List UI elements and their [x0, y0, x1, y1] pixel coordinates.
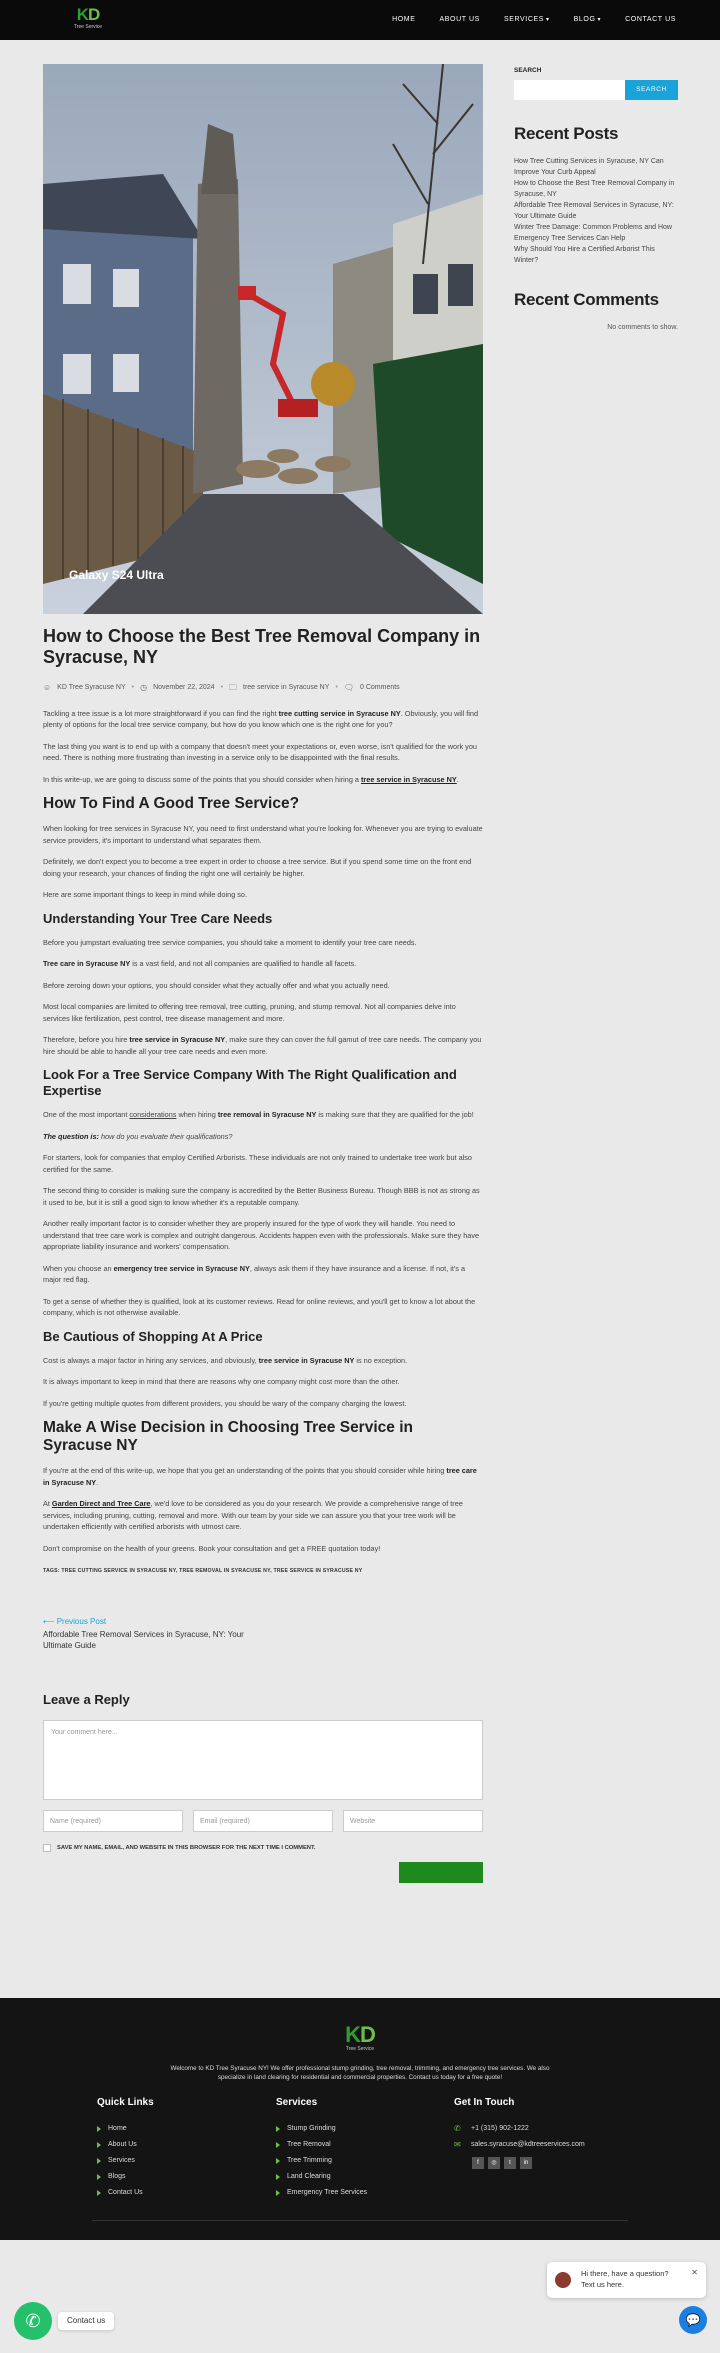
paragraph: One of the most important considerations when hiring tree removal in Syracuse NY is making sure that they are qualified for the job!	[43, 1110, 474, 1120]
get-in-touch-heading: Get In Touch	[454, 2097, 515, 2108]
nav-blog[interactable]: BLOG ▾	[573, 16, 602, 23]
search-button[interactable]: SEARCH	[625, 80, 678, 100]
save-info-label: SAVE MY NAME, EMAIL, AND WEBSITE IN THIS BROWSER FOR THE NEXT TIME I COMMENT.	[57, 1845, 316, 1852]
recent-post-link[interactable]: Affordable Tree Removal Services in Syracuse, NY: Your Ultimate Guide	[514, 202, 674, 220]
no-comments-text: No comments to show.	[607, 323, 678, 331]
comment-form	[43, 1691, 483, 1883]
phone-icon: ✆	[25, 2311, 41, 2331]
recent-posts-list	[514, 157, 678, 266]
footer-service-tree-removal[interactable]: Tree Removal	[276, 2137, 367, 2153]
paragraph: It is always important to keep in mind that there are reasons why one company might cost more than the other.	[43, 1377, 400, 1387]
services-column	[276, 2096, 367, 2201]
paragraph: The last thing you want is to end up with a company that doesn't meet your expectations or, even worse, isn't qualified for the work you need. There is nothing more frustrating than investing in a service only to be disappointed with the final results.	[43, 741, 477, 763]
arrow-icon	[276, 2190, 280, 2196]
paragraph: If you're at the end of this write-up, we hope that you get an understanding of the points that you should consider while hiring tree care in Syracuse NY.	[43, 1466, 477, 1487]
social-links	[472, 2157, 585, 2169]
heading-find-good-service: How To Find A Good Tree Service?	[43, 795, 300, 813]
get-in-touch-column	[454, 2096, 585, 2169]
garden-direct-link[interactable]: Garden Direct and Tree Care	[51, 1499, 151, 1509]
search-form	[514, 80, 678, 100]
paragraph: Before zeroing down your options, you should consider what they actually offer and what you actually need.	[43, 980, 390, 990]
recent-post-link[interactable]: How to Choose the Best Tree Removal Company in Syracuse, NY	[514, 180, 675, 198]
post-title: How to Choose the Best Tree Removal Company in Syracuse, NY	[43, 626, 481, 667]
recent-comments-heading: Recent Comments	[514, 290, 659, 310]
folder-icon: 🗀	[229, 683, 238, 692]
paragraph: Don't compromise on the health of your greens. Book your consultation and get a FREE quotation today!	[43, 1543, 381, 1553]
paragraph: For starters, look for companies that employ Certified Arborists. These individuals are not only trained to undertake tree work but also certified for the same.	[43, 1153, 472, 1174]
photo-caption: Galaxy S24 Ultra	[69, 567, 164, 582]
arrow-icon	[276, 2158, 280, 2164]
footer-link-contact[interactable]: Contact Us	[97, 2185, 154, 2201]
paragraph: To get a sense of whether they is qualified, look at its customer reviews. Read for online reviews, and you'll get to know a lot about the company, which is not otherwise available.	[43, 1296, 476, 1318]
arrow-icon	[276, 2126, 280, 2132]
name-field[interactable]: Name (required)	[43, 1810, 183, 1832]
tree-removal-photo	[43, 64, 483, 614]
footer-logo[interactable]: KD Tree Service	[345, 2022, 375, 2052]
paragraph: Tree care in Syracuse NY is a vast field, and not all companies are qualified to handle all facets.	[43, 959, 357, 969]
post-comment-button[interactable]: Post Comment	[399, 1862, 483, 1883]
nav-about-us[interactable]: ABOUT US	[439, 16, 480, 23]
featured-image	[43, 64, 483, 614]
site-header	[0, 0, 720, 40]
chat-bubble-button[interactable]	[679, 2306, 707, 2334]
site-footer	[0, 1998, 720, 2240]
heading-tree-care-needs: Understanding Your Tree Care Needs	[43, 910, 273, 926]
call-button[interactable]	[14, 2302, 52, 2340]
footer-description: Welcome to KD Tree Syracuse NY! We offer professional stump grinding, tree removal, trimming, and emergency tree services. We also specialize in land clearing for residential and commercial properties. Contact us today for a free quote!	[170, 2065, 550, 2081]
heading-cautious: Be Cautious of Shopping At A Price	[43, 1328, 263, 1344]
paragraph: The question is: how do you evaluate their qualifications?	[43, 1131, 233, 1141]
recent-post-link[interactable]: Winter Tree Damage: Common Problems and How Emergency Tree Services Can Help	[514, 224, 672, 242]
chevron-down-icon: ▾	[597, 17, 602, 23]
website-field[interactable]: Website	[343, 1810, 483, 1832]
post-date: November 22, 2024	[153, 683, 215, 691]
services-heading: Services	[276, 2097, 318, 2108]
paragraph: If you're getting multiple quotes from different providers, you should be wary of the company charging the lowest.	[43, 1398, 407, 1408]
separator: •	[335, 683, 338, 691]
logo-k: K	[76, 5, 88, 24]
arrow-icon	[276, 2142, 280, 2148]
footer-link-home[interactable]: Home	[97, 2121, 154, 2137]
arrow-icon	[97, 2126, 101, 2132]
arrow-icon	[276, 2174, 280, 2180]
paragraph: Definitely, we don't expect you to become a tree expert in order to choose a tree service. But if you spend some time on the front end doing your research, your chances of finding the right one will certainly be higher.	[43, 857, 472, 878]
arrow-icon	[97, 2190, 101, 2196]
site-logo[interactable]	[68, 6, 108, 32]
search-input[interactable]	[514, 80, 625, 100]
paragraph: Before you jumpstart evaluating tree service companies, you should take a moment to identify your tree care needs.	[43, 937, 417, 947]
arrow-icon	[97, 2174, 101, 2180]
twitter-icon[interactable]: t	[504, 2157, 516, 2169]
post-category[interactable]: tree service in Syracuse NY	[243, 683, 330, 691]
recent-posts-heading: Recent Posts	[514, 124, 619, 144]
article	[43, 64, 483, 1883]
nav-contact-us[interactable]: CONTACT US	[625, 16, 676, 23]
post-meta	[43, 682, 483, 694]
footer-divider	[92, 2220, 628, 2221]
leave-reply-heading: Leave a Reply	[43, 1692, 130, 1708]
search-label: SEARCH	[514, 67, 542, 74]
save-info-row	[43, 1844, 483, 1852]
footer-phone[interactable]: ✆ +1 (315) 902-1222	[454, 2121, 585, 2137]
nav-home[interactable]: HOME	[392, 16, 416, 23]
paragraph: In this write-up, we are going to discuss some of the points that you should consider when hiring a tree service in Syracuse NY.	[43, 774, 459, 784]
paragraph: Tackling a tree issue is a lot more straightforward if you can find the right tree cutting service in Syracuse NY. Obviously, you will find plenty of options for the local tree service company, but how do you know which one is the right one for you?	[43, 708, 479, 730]
close-icon[interactable]: ✕	[691, 2268, 698, 2277]
footer-service-emergency[interactable]: Emergency Tree Services	[276, 2185, 367, 2201]
recent-post-link[interactable]: Why Should You Hire a Certified Arborist This Winter?	[514, 246, 655, 264]
paragraph: Another really important factor is to consider whether they are properly insured for the type of work they will handle. You need to understand that tree care work is complex and outright dangerous. Accidents happen even with the professionals. Make sure they have appropriate liability insurance and workers' compensation.	[43, 1219, 480, 1252]
previous-post-title[interactable]: Affordable Tree Removal Services in Syracuse, NY: Your Ultimate Guide	[43, 1630, 244, 1651]
paragraph: Cost is always a major factor in hiring any services, and obviously, tree service in Syracuse NY is no exception.	[43, 1355, 408, 1365]
post-author[interactable]: KD Tree Syracuse NY	[57, 683, 126, 691]
paragraph: Therefore, before you hire tree service in Syracuse NY, make sure they can cover the full gamut of tree care needs. The company you hire should be able to handle all your tree care needs and even more.	[43, 1035, 482, 1056]
previous-post-label[interactable]: ⟵ Previous Post	[43, 1616, 107, 1626]
paragraph: When looking for tree services in Syracuse NY, you need to first understand what you're looking for. Whenever you are trying to evaluate service providers, it's important to understand what separates them.	[43, 824, 483, 845]
separator: •	[220, 683, 224, 691]
arrow-icon	[97, 2142, 101, 2148]
avatar	[555, 2272, 571, 2288]
comment-textarea[interactable]: Your comment here...	[43, 1720, 483, 1800]
post-content	[43, 708, 483, 1576]
paragraph: At Garden Direct and Tree Care, we'd love to be considered as you do your research. We provide a comprehensive range of tree services, including pruning, cutting, removal and more. With our team by your side we can assure you that your tree work will be undertaken efficiently with certified arborists with utmost care.	[43, 1499, 463, 1532]
paragraph: The second thing to consider is making sure the company is accredited by the Better Business Bureau. Though BBB is not as strong as it used to be, but it is still a good sign to know whether it's a reputable company.	[43, 1186, 480, 1207]
paragraph: Here are some important things to keep in mind while doing so.	[43, 890, 248, 900]
linkedin-icon[interactable]: in	[520, 2157, 532, 2169]
logo-subtitle: Tree Service	[73, 24, 103, 30]
footer-service-stump-grinding[interactable]: Stump Grinding	[276, 2121, 367, 2137]
paragraph: Most local companies are limited to offering tree removal, tree cutting, pruning, and stump removal. Not all companies delve into services like fertilization, pest control, tree disease management and more.	[43, 1002, 456, 1023]
logo-d: D	[88, 5, 100, 24]
chevron-down-icon: ▾	[546, 17, 550, 23]
main-nav	[392, 15, 676, 25]
facebook-icon[interactable]: f	[472, 2157, 484, 2169]
footer-link-about[interactable]: About Us	[97, 2137, 154, 2153]
paragraph: When you choose an emergency tree service in Syracuse NY, always ask them if they have insurance and a license. If not, it's a major red flag.	[43, 1263, 466, 1285]
heading-wise-decision: Make A Wise Decision in Choosing Tree Service in Syracuse NY	[43, 1419, 413, 1455]
save-info-checkbox[interactable]	[43, 1844, 51, 1852]
instagram-icon[interactable]: ◎	[488, 2157, 500, 2169]
chat-message: Hi there, have a question? Text us here.	[581, 2269, 669, 2289]
footer-email[interactable]: ✉ sales.syracuse@kdtreeservices.com	[454, 2137, 585, 2153]
comment-icon: 🗨	[343, 683, 354, 692]
chat-icon: 💬	[685, 2313, 701, 2327]
tree-service-link[interactable]: tree service in Syracuse NY	[361, 774, 457, 784]
recent-post-link[interactable]: How Tree Cutting Services in Syracuse, NY Can Improve Your Curb Appeal	[514, 158, 664, 176]
post-tags[interactable]: TAGS: TREE CUTTING SERVICE IN SYRACUSE NY, TREE REMOVAL IN SYRACUSE NY, TREE SERVICE IN SYRACUSE NY	[43, 1568, 363, 1575]
heading-qualification: Look For a Tree Service Company With The Right Qualification and Expertise	[43, 1067, 457, 1099]
nav-services[interactable]: SERVICES ▾	[503, 16, 550, 23]
contact-us-label[interactable]: Contact us	[58, 2312, 114, 2330]
quick-links-heading: Quick Links	[97, 2097, 154, 2108]
email-field[interactable]: Email (required)	[193, 1810, 333, 1832]
chat-popup[interactable]	[547, 2262, 706, 2298]
phone-icon: ✆	[454, 2123, 461, 2133]
user-icon: ☺	[43, 683, 52, 692]
footer-service-tree-trimming[interactable]: Tree Trimming	[276, 2153, 367, 2169]
arrow-icon	[97, 2158, 101, 2164]
footer-link-services[interactable]: Services	[97, 2153, 154, 2169]
separator: •	[131, 683, 135, 691]
clock-icon: ◷	[140, 683, 148, 692]
sidebar	[514, 66, 678, 333]
post-comments-link[interactable]: 0 Comments	[360, 683, 400, 691]
mail-icon: ✉	[454, 2139, 461, 2149]
footer-link-blogs[interactable]: Blogs	[97, 2169, 154, 2185]
previous-post-nav[interactable]	[43, 1616, 483, 1652]
quick-links-column	[97, 2096, 154, 2201]
considerations-link[interactable]: considerations	[129, 1110, 177, 1120]
footer-service-land-clearing[interactable]: Land Clearing	[276, 2169, 367, 2185]
